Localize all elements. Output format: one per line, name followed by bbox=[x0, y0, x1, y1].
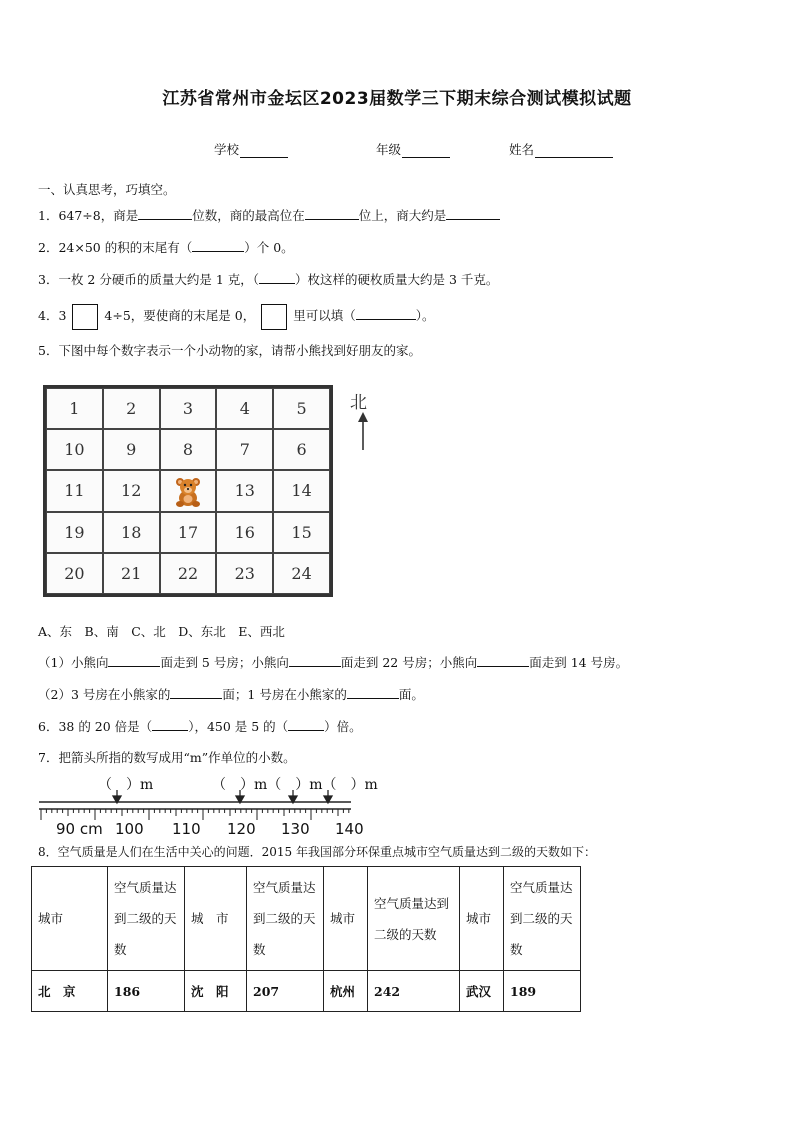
grid-cell: 8 bbox=[160, 429, 217, 470]
ruler-label: 130 bbox=[281, 820, 310, 838]
q5-sub1-text-d: 面走到 14 号房。 bbox=[529, 655, 629, 670]
table-cell: 207 bbox=[247, 971, 324, 1012]
q4-text-b: 4÷5，要使商的末尾是 0， bbox=[104, 308, 256, 323]
q1-text-b: 位数，商的最高位在 bbox=[192, 208, 305, 223]
q6-text-b: ），450 是 5 的（ bbox=[188, 719, 289, 734]
grid-cell: 19 bbox=[46, 512, 103, 553]
name-label: 姓名 bbox=[509, 142, 535, 157]
grade-blank[interactable] bbox=[402, 144, 450, 158]
grid-cell: 24 bbox=[273, 553, 330, 594]
grade-field[interactable] bbox=[376, 140, 450, 158]
ruler-label: 120 bbox=[227, 820, 256, 838]
q1-blank-2[interactable] bbox=[305, 207, 359, 220]
table-row bbox=[32, 971, 581, 1012]
table-header-cell: 城市 bbox=[460, 867, 504, 971]
table-cell: 北 京 bbox=[32, 971, 108, 1012]
grid-cell: 16 bbox=[216, 512, 273, 553]
table-header-cell: 城市 bbox=[32, 867, 108, 971]
question-5-sub-1 bbox=[38, 654, 628, 672]
grid-cell: 11 bbox=[46, 470, 103, 511]
q2-blank[interactable] bbox=[192, 239, 244, 252]
air-quality-table bbox=[31, 866, 581, 1012]
q6-blank-1[interactable] bbox=[152, 718, 188, 731]
direction-options: A、东 B、南 C、北 D、东北 E、西北 bbox=[38, 624, 285, 639]
question-4 bbox=[38, 302, 435, 330]
grid-cell: 23 bbox=[216, 553, 273, 594]
table-header-cell: 城 市 bbox=[185, 867, 247, 971]
q5-sub1-text-a: （1）小熊向 bbox=[38, 655, 109, 670]
bear-cell bbox=[160, 470, 217, 511]
ruler bbox=[36, 790, 356, 824]
q5-sub1-text-b: 面走到 5 号房；小熊向 bbox=[160, 655, 289, 670]
grid-cell: 9 bbox=[103, 429, 160, 470]
grid-cell: 6 bbox=[273, 429, 330, 470]
table-header-cell: 空气质量达到二级的天数 bbox=[368, 867, 460, 971]
north-arrow-icon bbox=[356, 412, 370, 452]
grid-cell: 7 bbox=[216, 429, 273, 470]
table-header-cell: 空气质量达到二级的天数 bbox=[108, 867, 185, 971]
table-header-cell: 城市 bbox=[324, 867, 368, 971]
q5-sub2-blank-2[interactable] bbox=[347, 686, 399, 699]
table-cell: 242 bbox=[368, 971, 460, 1012]
name-blank[interactable] bbox=[535, 144, 613, 158]
page-title: 江苏省常州市金坛区2023届数学三下期末综合测试模拟试题 bbox=[162, 89, 632, 109]
question-3 bbox=[38, 271, 498, 289]
grid-cell: 2 bbox=[103, 388, 160, 429]
table-cell: 武汉 bbox=[460, 971, 504, 1012]
ruler-label: 110 bbox=[172, 820, 201, 838]
question-1 bbox=[38, 207, 500, 225]
grid-cell: 13 bbox=[216, 470, 273, 511]
question-5-sub-2 bbox=[38, 686, 424, 704]
ruler-label: 100 bbox=[115, 820, 144, 838]
grade-label: 年级 bbox=[376, 142, 402, 157]
section-heading: 一、认真思考，巧填空。 bbox=[38, 182, 176, 197]
table-cell: 杭州 bbox=[324, 971, 368, 1012]
grid-cell: 12 bbox=[103, 470, 160, 511]
bear-icon bbox=[171, 474, 205, 508]
q4-text-a: 4．3 bbox=[38, 308, 67, 323]
table-cell: 186 bbox=[108, 971, 185, 1012]
q4-text-d: ）。 bbox=[415, 308, 435, 323]
q1-blank-1[interactable] bbox=[138, 207, 192, 220]
q3-text-a: 3．一枚 2 分硬币的质量大约是 1 克，（ bbox=[38, 272, 260, 287]
q5-sub2-text-c: 面。 bbox=[398, 687, 424, 702]
question-8: 8．空气质量是人们在生活中关心的问题．2015 年我国部分环保重点城市空气质量达到二级的天数如下： bbox=[38, 845, 596, 859]
q5-sub1-text-c: 面走到 22 号房；小熊向 bbox=[340, 655, 478, 670]
grid-cell: 20 bbox=[46, 553, 103, 594]
grid-cell: 1 bbox=[46, 388, 103, 429]
q1-text-c: 位上，商大约是 bbox=[358, 208, 447, 223]
animal-house-grid bbox=[43, 385, 333, 597]
q6-text-a: 6．38 的 20 倍是（ bbox=[38, 719, 153, 734]
table-header-cell: 空气质量达到二级的天数 bbox=[247, 867, 324, 971]
q2-text-b: ）个 0。 bbox=[244, 240, 294, 255]
school-label: 学校 bbox=[214, 142, 240, 157]
grid-cell: 17 bbox=[160, 512, 217, 553]
ruler-answer-blanks-2[interactable]: （ ）m（ ）m（ ）m bbox=[212, 777, 378, 793]
table-cell: 189 bbox=[504, 971, 581, 1012]
ruler-answer-blank-1[interactable]: （ ）m bbox=[98, 777, 154, 793]
name-field[interactable] bbox=[509, 140, 613, 158]
q1-blank-3[interactable] bbox=[446, 207, 500, 220]
grid-cell: 18 bbox=[103, 512, 160, 553]
north-label: 北 bbox=[350, 393, 367, 413]
q5-sub2-blank-1[interactable] bbox=[170, 686, 222, 699]
q1-text-a: 1．647÷8，商是 bbox=[38, 208, 139, 223]
q3-blank[interactable] bbox=[259, 271, 295, 284]
grid-cell: 15 bbox=[273, 512, 330, 553]
question-7: 7．把箭头所指的数写成用“m”作单位的小数。 bbox=[38, 750, 296, 765]
grid-cell: 4 bbox=[216, 388, 273, 429]
q4-digit-box-2[interactable] bbox=[261, 304, 287, 330]
school-field[interactable] bbox=[214, 140, 288, 158]
table-header-row bbox=[32, 867, 581, 971]
ruler-label: 90 cm bbox=[56, 820, 103, 838]
q5-sub2-text-b: 面；1 号房在小熊家的 bbox=[222, 687, 347, 702]
grid-cell: 3 bbox=[160, 388, 217, 429]
q5-sub1-blank-3[interactable] bbox=[477, 654, 529, 667]
q3-text-b: ）枚这样的硬枚质量大约是 3 千克。 bbox=[295, 272, 499, 287]
q4-digit-box-1[interactable] bbox=[72, 304, 98, 330]
q6-blank-2[interactable] bbox=[288, 718, 324, 731]
question-2 bbox=[38, 239, 294, 257]
question-5: 5．下图中每个数字表示一个小动物的家，请帮小熊找到好朋友的家。 bbox=[38, 343, 421, 358]
school-blank[interactable] bbox=[240, 144, 288, 158]
q4-text-c: 里可以填（ bbox=[293, 308, 356, 323]
q5-sub1-blank-2[interactable] bbox=[289, 654, 341, 667]
grid-cell: 22 bbox=[160, 553, 217, 594]
question-6 bbox=[38, 718, 362, 736]
grid-cell: 14 bbox=[273, 470, 330, 511]
q5-sub1-blank-1[interactable] bbox=[108, 654, 160, 667]
grid-cell: 5 bbox=[273, 388, 330, 429]
q2-text-a: 2．24×50 的积的末尾有（ bbox=[38, 240, 193, 255]
grid-cell: 10 bbox=[46, 429, 103, 470]
grid-cell: 21 bbox=[103, 553, 160, 594]
table-header-cell: 空气质量达到二级的天数 bbox=[504, 867, 581, 971]
q5-sub2-text-a: （2）3 号房在小熊家的 bbox=[38, 687, 171, 702]
q6-text-c: ）倍。 bbox=[324, 719, 362, 734]
q4-blank[interactable] bbox=[356, 307, 416, 320]
table-cell: 沈 阳 bbox=[185, 971, 247, 1012]
ruler-label: 140 bbox=[335, 820, 364, 838]
